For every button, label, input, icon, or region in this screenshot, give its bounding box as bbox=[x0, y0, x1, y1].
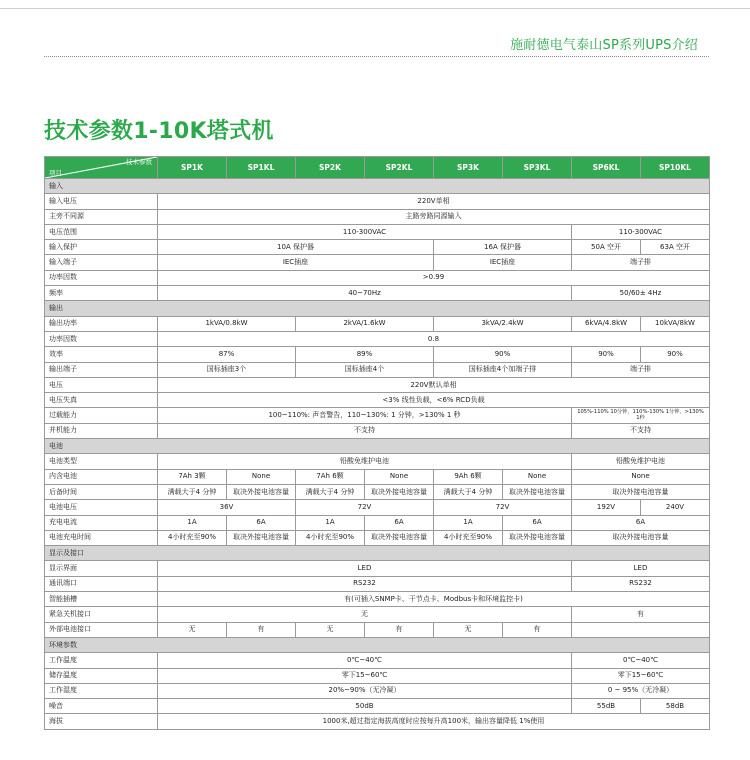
table-cell: 零下15~60℃ bbox=[158, 668, 572, 683]
table-row bbox=[45, 484, 710, 499]
table-cell: 110-300VAC bbox=[158, 224, 572, 239]
model-header: SP2KL bbox=[365, 157, 434, 179]
table-cell: 取决外接电池容量 bbox=[572, 530, 710, 545]
table-cell: 端子排 bbox=[572, 255, 710, 270]
table-cell: 0 ~ 95%（无冷凝） bbox=[572, 683, 710, 698]
model-header: SP2K bbox=[296, 157, 365, 179]
table-cell: 1A bbox=[296, 515, 365, 530]
table-cell: 2kVA/1.6kW bbox=[296, 316, 434, 331]
table-cell: 国标插座3个 bbox=[158, 362, 296, 377]
table-cell: 72V bbox=[296, 500, 434, 515]
row-label: 输出端子 bbox=[45, 362, 158, 377]
row-label: 电压范围 bbox=[45, 224, 158, 239]
table-cell: IEC插座 bbox=[434, 255, 572, 270]
table-cell: 192V bbox=[572, 500, 641, 515]
table-cell: 6A bbox=[503, 515, 572, 530]
table-cell: 50A 空开 bbox=[572, 240, 641, 255]
table-cell: 3kVA/2.4kW bbox=[434, 316, 572, 331]
table-cell: None bbox=[365, 469, 434, 484]
table-cell: 有 bbox=[365, 622, 434, 637]
table-cell: 90% bbox=[641, 347, 710, 362]
table-cell: 端子排 bbox=[572, 362, 710, 377]
row-label: 频率 bbox=[45, 286, 158, 301]
table-cell: 6A bbox=[365, 515, 434, 530]
table-cell: 铅酸免维护电池 bbox=[158, 454, 572, 469]
table-cell: 无 bbox=[158, 622, 227, 637]
row-label: 电压 bbox=[45, 377, 158, 392]
table-cell: 220V默认单相 bbox=[158, 377, 710, 392]
model-header: SP6KL bbox=[572, 157, 641, 179]
table-row bbox=[45, 194, 710, 209]
header-dotted-rule bbox=[44, 56, 709, 57]
corner-label-params: 技术参数 bbox=[126, 158, 152, 166]
table-cell: None bbox=[503, 469, 572, 484]
table-cell: 16A 保护器 bbox=[434, 240, 572, 255]
table-row bbox=[45, 515, 710, 530]
table-cell: 58dB bbox=[641, 699, 710, 714]
table-row bbox=[45, 454, 710, 469]
page-title: 技术参数1-10K塔式机 bbox=[44, 119, 274, 144]
corner-cell bbox=[45, 157, 158, 179]
row-label: 电池充电时间 bbox=[45, 530, 158, 545]
table-row bbox=[45, 331, 710, 346]
section-label: 输出 bbox=[45, 301, 710, 316]
row-label: 噪音 bbox=[45, 699, 158, 714]
table-cell: RS232 bbox=[158, 576, 572, 591]
table-cell: 20%~90%（无冷凝） bbox=[158, 683, 572, 698]
table-cell: 7Ah 6颗 bbox=[296, 469, 365, 484]
table-cell: 36V bbox=[158, 500, 296, 515]
table-row bbox=[45, 209, 710, 224]
row-label: 输出功率 bbox=[45, 316, 158, 331]
row-label: 海拔 bbox=[45, 714, 158, 729]
spec-table bbox=[44, 156, 710, 730]
table-cell: <3% 线性负载，<6% RCD负载 bbox=[158, 393, 710, 408]
table-cell: 50/60± 4Hz bbox=[572, 286, 710, 301]
table-row bbox=[45, 377, 710, 392]
row-label: 输入保护 bbox=[45, 240, 158, 255]
section-label: 显示及接口 bbox=[45, 546, 710, 561]
table-cell: LED bbox=[158, 561, 572, 576]
top-divider bbox=[0, 8, 750, 9]
section-label: 输入 bbox=[45, 179, 710, 194]
table-cell: 国标插座4个加端子排 bbox=[434, 362, 572, 377]
row-label: 工作湿度 bbox=[45, 683, 158, 698]
table-cell: 取决外接电池容量 bbox=[365, 484, 434, 499]
row-label: 工作温度 bbox=[45, 653, 158, 668]
table-cell: 0℃~40℃ bbox=[572, 653, 710, 668]
row-label: 储存温度 bbox=[45, 668, 158, 683]
table-cell: 0.8 bbox=[158, 331, 710, 346]
table-cell: >0.99 bbox=[158, 270, 710, 285]
row-label: 功率因数 bbox=[45, 270, 158, 285]
table-row bbox=[45, 592, 710, 607]
table-row bbox=[45, 423, 710, 438]
table-cell: 不支持 bbox=[158, 423, 572, 438]
table-cell: 6kVA/4.8kW bbox=[572, 316, 641, 331]
table-cell: 55dB bbox=[572, 699, 641, 714]
table-cell: 取决外接电池容量 bbox=[227, 530, 296, 545]
row-label: 显示界面 bbox=[45, 561, 158, 576]
table-row bbox=[45, 362, 710, 377]
row-label: 输入端子 bbox=[45, 255, 158, 270]
table-cell: 0℃~40℃ bbox=[158, 653, 572, 668]
row-label: 电池电压 bbox=[45, 500, 158, 515]
table-cell: 铅酸免维护电池 bbox=[572, 454, 710, 469]
table-row bbox=[45, 469, 710, 484]
table-cell: 1kVA/0.8kW bbox=[158, 316, 296, 331]
table-cell: None bbox=[572, 469, 710, 484]
table-row bbox=[45, 408, 710, 423]
table-cell: 满载大于4 分钟 bbox=[434, 484, 503, 499]
table-row bbox=[45, 240, 710, 255]
table-cell: 无 bbox=[158, 607, 572, 622]
row-label: 充电电流 bbox=[45, 515, 158, 530]
table-row bbox=[45, 316, 710, 331]
row-label: 电压失真 bbox=[45, 393, 158, 408]
row-label: 后备时间 bbox=[45, 484, 158, 499]
section-label: 电池 bbox=[45, 439, 710, 454]
document-header-title: 施耐德电气泰山SP系列UPS介绍 bbox=[510, 38, 698, 53]
table-cell: IEC插座 bbox=[158, 255, 434, 270]
table-row bbox=[45, 653, 710, 668]
row-label: 过载能力 bbox=[45, 408, 158, 423]
row-label: 外部电池接口 bbox=[45, 622, 158, 637]
row-label: 并机能力 bbox=[45, 423, 158, 438]
table-cell: 50dB bbox=[158, 699, 572, 714]
table-cell: 有 bbox=[227, 622, 296, 637]
table-cell: 4小时充至90% bbox=[158, 530, 227, 545]
model-header: SP3K bbox=[434, 157, 503, 179]
row-label: 电池类型 bbox=[45, 454, 158, 469]
table-row bbox=[45, 530, 710, 545]
row-label: 主旁不同源 bbox=[45, 209, 158, 224]
table-cell: 1000米,超过指定海拔高度时应按每升高100米，输出容量降低 1%使用 bbox=[158, 714, 710, 729]
table-cell: 国标插座4个 bbox=[296, 362, 434, 377]
table-cell: 取决外接电池容量 bbox=[227, 484, 296, 499]
table-cell: 105%-110% 10分钟，110%-130% 1分钟，>130% 1秒 bbox=[572, 408, 710, 423]
table-row bbox=[45, 347, 710, 362]
model-header: SP1KL bbox=[227, 157, 296, 179]
table-cell: 满载大于4 分钟 bbox=[158, 484, 227, 499]
table-cell bbox=[572, 622, 710, 637]
table-cell: 取决外接电池容量 bbox=[503, 530, 572, 545]
table-cell: 40~70Hz bbox=[158, 286, 572, 301]
table-cell: 零下15~60℃ bbox=[572, 668, 710, 683]
table-cell: 满载大于4 分钟 bbox=[296, 484, 365, 499]
table-cell: 87% bbox=[158, 347, 296, 362]
table-cell: 有(可插入SNMP卡、干节点卡、Modbus卡和环境监控卡) bbox=[158, 592, 710, 607]
table-row bbox=[45, 714, 710, 729]
table-cell: None bbox=[227, 469, 296, 484]
table-cell: 取决外接电池容量 bbox=[572, 484, 710, 499]
table-cell: 有 bbox=[503, 622, 572, 637]
table-cell: 89% bbox=[296, 347, 434, 362]
table-header-row bbox=[45, 157, 710, 179]
section-row-battery bbox=[45, 439, 710, 454]
corner-label-item: 项目 bbox=[49, 168, 62, 177]
table-row bbox=[45, 561, 710, 576]
table-row bbox=[45, 224, 710, 239]
row-label: 内含电池 bbox=[45, 469, 158, 484]
table-cell: LED bbox=[572, 561, 710, 576]
model-header: SP1K bbox=[158, 157, 227, 179]
table-cell: 100~110%: 声音警告，110~130%: 1 分钟，>130% 1 秒 bbox=[158, 408, 572, 423]
table-row bbox=[45, 393, 710, 408]
table-cell: 6A bbox=[227, 515, 296, 530]
row-label: 输入电压 bbox=[45, 194, 158, 209]
table-row bbox=[45, 286, 710, 301]
table-row bbox=[45, 622, 710, 637]
section-row-display bbox=[45, 546, 710, 561]
row-label: 紧急关机接口 bbox=[45, 607, 158, 622]
table-row bbox=[45, 255, 710, 270]
table-row bbox=[45, 699, 710, 714]
table-row bbox=[45, 576, 710, 591]
table-row bbox=[45, 270, 710, 285]
table-row bbox=[45, 607, 710, 622]
row-label: 通讯端口 bbox=[45, 576, 158, 591]
section-label: 环境参数 bbox=[45, 637, 710, 652]
table-cell: 有 bbox=[572, 607, 710, 622]
table-cell: 6A bbox=[572, 515, 710, 530]
table-cell: 不支持 bbox=[572, 423, 710, 438]
table-cell: 4小时充至90% bbox=[296, 530, 365, 545]
table-cell: 1A bbox=[158, 515, 227, 530]
table-cell: 90% bbox=[434, 347, 572, 362]
table-cell: 63A 空开 bbox=[641, 240, 710, 255]
section-row-input bbox=[45, 179, 710, 194]
table-cell: 110-300VAC bbox=[572, 224, 710, 239]
row-label: 智能插槽 bbox=[45, 592, 158, 607]
table-cell: 取决外接电池容量 bbox=[365, 530, 434, 545]
section-row-output bbox=[45, 301, 710, 316]
model-header: SP10KL bbox=[641, 157, 710, 179]
table-cell: 无 bbox=[434, 622, 503, 637]
table-cell: 无 bbox=[296, 622, 365, 637]
table-row bbox=[45, 500, 710, 515]
table-cell: 10A 保护器 bbox=[158, 240, 434, 255]
table-cell: 7Ah 3颗 bbox=[158, 469, 227, 484]
table-row bbox=[45, 668, 710, 683]
table-cell: 220V单相 bbox=[158, 194, 710, 209]
table-cell: 取决外接电池容量 bbox=[503, 484, 572, 499]
section-row-environment bbox=[45, 637, 710, 652]
table-cell: 240V bbox=[641, 500, 710, 515]
table-cell: 9Ah 6颗 bbox=[434, 469, 503, 484]
model-header: SP3KL bbox=[503, 157, 572, 179]
table-cell: 4小时充至90% bbox=[434, 530, 503, 545]
table-cell: RS232 bbox=[572, 576, 710, 591]
table-cell: 10kVA/8kW bbox=[641, 316, 710, 331]
row-label: 效率 bbox=[45, 347, 158, 362]
table-cell: 主路旁路同源输入 bbox=[158, 209, 710, 224]
table-cell: 72V bbox=[434, 500, 572, 515]
table-row bbox=[45, 683, 710, 698]
table-cell: 1A bbox=[434, 515, 503, 530]
table-cell: 90% bbox=[572, 347, 641, 362]
row-label: 功率因数 bbox=[45, 331, 158, 346]
